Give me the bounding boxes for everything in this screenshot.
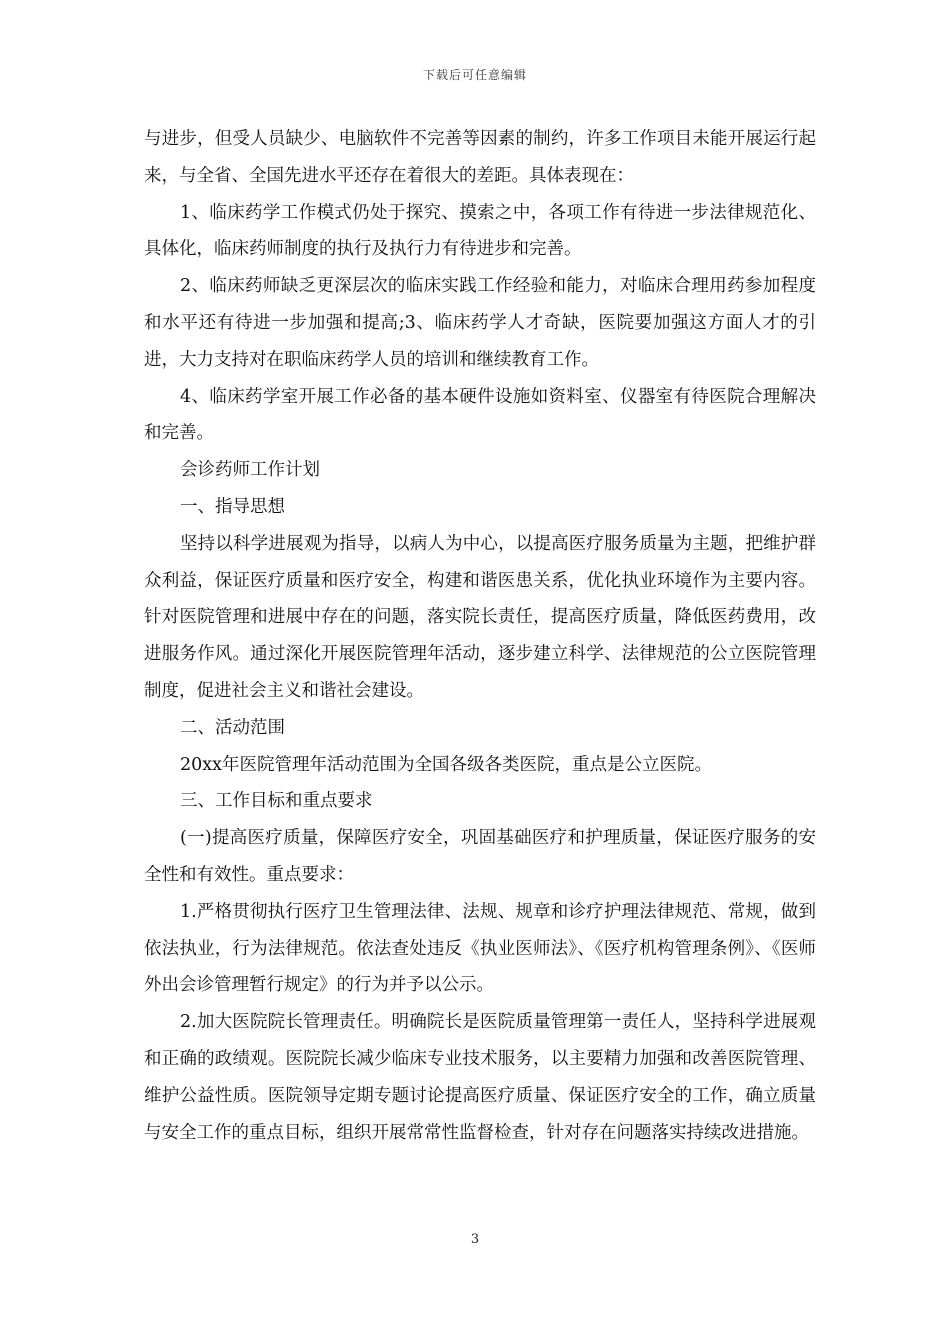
heading-work-goals: 三、工作目标和重点要求 [180, 791, 373, 812]
heading-guiding-ideology: 一、指导思想 [180, 496, 285, 517]
page-number: 3 [470, 1232, 480, 1247]
paragraph-guiding-ideology: 坚持以科学进展观为指导，以病人为中心，以提高医疗服务质量为主题，把维护群众利益，保证医疗质量和医疗安全，构建和谐医患关系，优化执业环境作为主要内容。针对医院管理和进展中存在的问题，落实院长责任，提高医疗质量，降低医药费用，改进服务作风。通过深化开展医院管理年活动，逐步建立科学、法律规范的公立医院管理制度，促进社会主义和谐社会建设。 [144, 533, 816, 701]
paragraph-requirement-2: 2.加大医院院长管理责任。明确院长是医院质量管理第一责任人，坚持科学进展观和正确的政绩观。医院院长减少临床专业技术服务，以主要精力加强和改善医院管理、维护公益性质。医院领导定期专题讨论提高医疗质量、保证医疗安全的工作，确立质量与安全工作的重点目标，组织开展常常性监督检查，针对存在问题落实持续改进措施。 [144, 1012, 816, 1143]
paragraph-goal-1: (一)提高医疗质量，保障医疗安全，巩固基础医疗和护理质量，保证医疗服务的安全性和有效性。重点要求： [144, 828, 816, 885]
page-header-note: 下载后可任意编辑 [422, 68, 527, 82]
paragraph-item-2-3: 2、临床药师缺乏更深层次的临床实践工作经验和能力，对临床合理用药参加程度和水平还有待进一步加强和提高;3、临床药学人才奇缺，医院要加强这方面人才的引进，大力支持对在职临床药学人员的培训和继续教育工作。 [144, 276, 816, 370]
heading-activity-scope: 二、活动范围 [180, 717, 285, 738]
paragraph-activity-scope: 20xx年医院管理年活动范围为全国各级各类医院，重点是公立医院。 [180, 754, 713, 775]
paragraph-item-1: 1、临床药学工作模式仍处于探究、摸索之中，各项工作有待进一步法律规范化、具体化，临床药师制度的执行及执行力有待进步和完善。 [144, 202, 816, 260]
section-title-plan: 会诊药师工作计划 [180, 460, 320, 481]
document-body [144, 121, 816, 1151]
paragraph-continuation: 与进步，但受人员缺少、电脑软件不完善等因素的制约，许多工作项目未能开展运行起来，与全省、全国先进水平还存在着很大的差距。具体表现在： [144, 129, 816, 186]
paragraph-requirement-1: 1.严格贯彻执行医疗卫生管理法律、法规、规章和诊疗护理法律规范、常规，做到依法执业，行为法律规范。依法查处违反《执业医师法》、《医疗机构管理条例》、《医师外出会诊管理暂行规定》的行为并予以公示。 [144, 901, 816, 996]
paragraph-item-4: 4、临床药学室开展工作必备的基本硬件设施如资料室、仪器室有待医院合理解决和完善。 [144, 386, 816, 444]
